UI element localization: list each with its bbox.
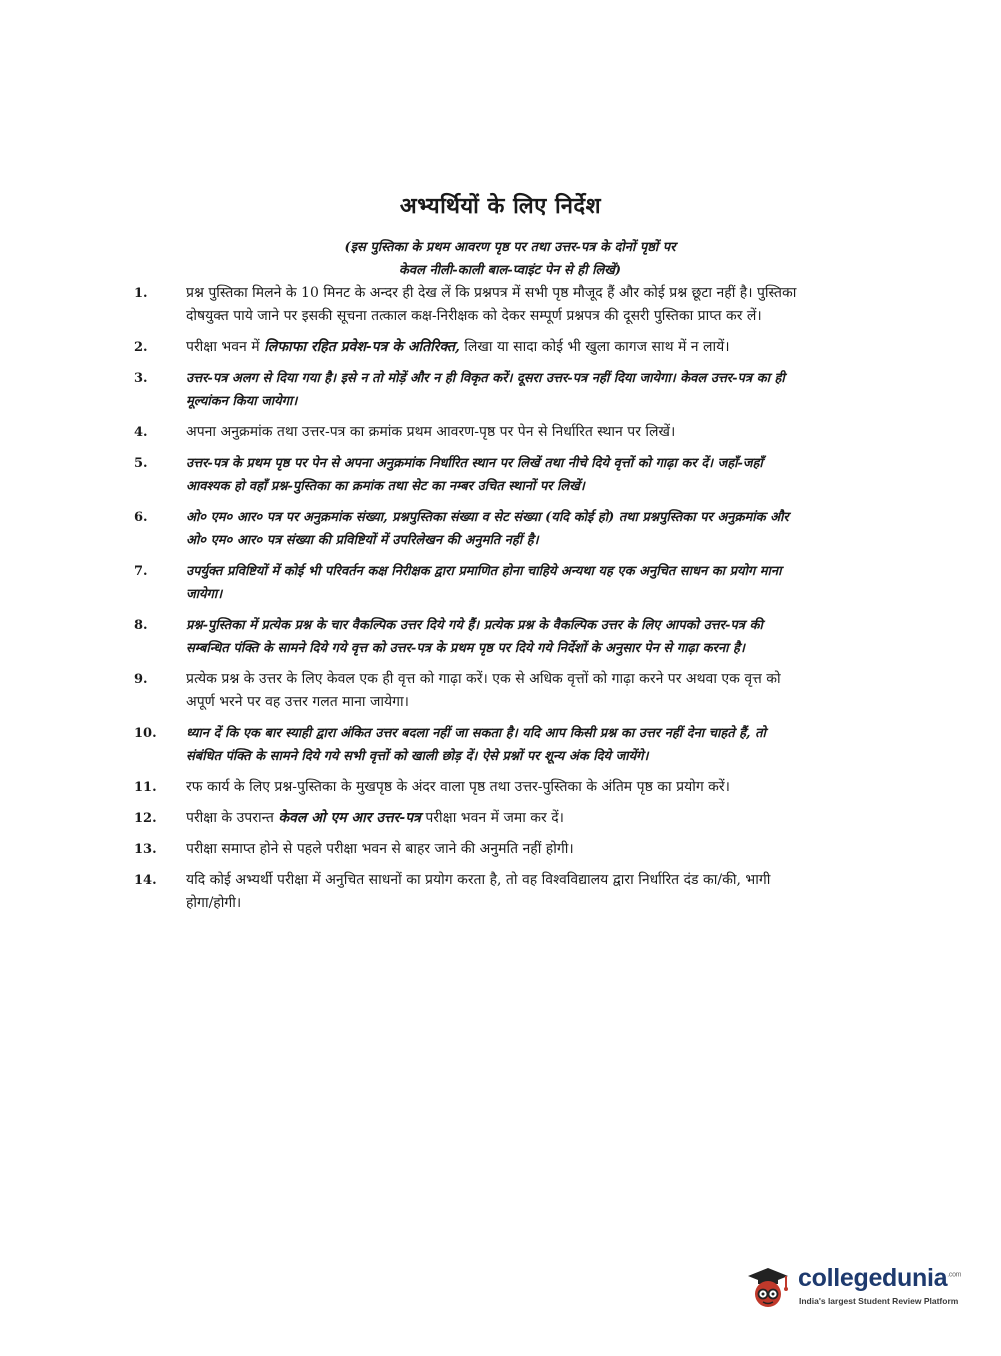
item-number: 9. [134,672,148,687]
item-text-part: परीक्षा के उपरान्त [186,810,279,826]
item-number: 8. [134,618,148,633]
item-text: उपर्युक्त प्रविष्टियों में कोई भी परिवर्तन कक्ष निरीक्षक द्वारा प्रमाणित होना चाहिये अन्यथा यह एक अनुचित साधन का प्रयोग माना जायेगा। [186,564,782,602]
item-number: 12. [134,811,157,826]
item-text: प्रत्येक प्रश्न के उत्तर के लिए केवल एक ही वृत्त को गाढ़ा करें। एक से अधिक वृत्तों को गाढ़ा करने पर अथवा एक वृत्त को अपूर्ण भरने पर वह उत्तर गलत माना जायेगा। [186,671,781,710]
brand-suffix: .com [947,1271,962,1279]
instruction-item [120,560,800,606]
instruction-item [120,282,800,328]
item-text: ध्यान दें कि एक बार स्याही द्वारा अंकित उत्तर बदला नहीं जा सकता है। यदि आप किसी प्रश्न का उत्तर नहीं देना चाहते हैं, तो संबंधित पंक्ति के सामने दिये गये सभी वृत्तों को खाली छोड़ दें। ऐसे प्रश्नों पर शून्य अंक दिये जायेंगे। [186,726,766,764]
item-text: यदि कोई अभ्यर्थी परीक्षा में अनुचित साधनों का प्रयोग करता है, तो वह विश्वविद्यालय द्वारा निर्धारित दंड का/की, भागी होगा/होगी। [186,872,771,911]
item-text-part: परीक्षा भवन में [186,339,265,355]
item-number: 7. [134,564,148,579]
brand-text: collegedunia [798,1264,948,1292]
item-number: 2. [134,340,148,355]
subtitle-line-1: (इस पुस्तिका के प्रथम आवरण पृष्ठ पर तथा उत्तर-पत्र के दोनों पृष्ठों पर [344,240,676,255]
subtitle-line-2: केवल नीली-काली बाल-प्वाइंट पेन से ही लिखें) [398,263,622,278]
item-text: अपना अनुक्रमांक तथा उत्तर-पत्र का क्रमांक प्रथम आवरण-पृष्ठ पर पेन से निर्धारित स्थान पर लिखें। [186,424,676,440]
item-number: 5. [134,456,148,471]
instruction-item [120,869,800,915]
brand-tagline: India's largest Student Review Platform [799,1296,959,1306]
instruction-item [120,776,800,799]
item-text: रफ कार्य के लिए प्रश्न-पुस्तिका के मुखपृष्ठ के अंदर वाला पृष्ठ तथा उत्तर-पुस्तिका के अंतिम पृष्ठ का प्रयोग करें। [186,779,730,795]
mascot-logo-icon [742,1264,792,1312]
item-number: 14. [134,873,157,888]
item-text: प्रश्न-पुस्तिका में प्रत्येक प्रश्न के चार वैकल्पिक उत्तर दिये गये हैं। प्रत्येक प्रश्न के वैकल्पिक उत्तर के लिए आपको उत्तर-पत्र की सम्बन्धित पंक्ति के सामने दिये गये वृत्त को उत्तर-पत्र के प्रथम पृष्ठ पर दिये गये निर्देशों के अनुसार पेन से गाढ़ा करना है। [186,618,763,656]
instruction-item [120,421,800,444]
item-text [186,336,800,359]
instruction-item [120,367,800,413]
item-text: उत्तर-पत्र के प्रथम पृष्ठ पर पेन से अपना अनुक्रमांक निर्धारित स्थान पर लिखें तथा नीचे दिये वृत्तों को गाढ़ा कर दें। जहाँ-जहाँ आवश्यक हो वहाँ प्रश्न-पुस्तिका का क्रमांक तथा सेट का नम्बर उचित स्थानों पर लिखें। [186,456,763,494]
instruction-list [120,282,800,923]
item-number: 10. [134,726,157,741]
instruction-item [120,838,800,861]
item-text-emphasis: केवल ओ एम आर उत्तर-पत्र [278,810,421,826]
item-text: ओ० एम० आर० पत्र पर अनुक्रमांक संख्या, प्रश्नपुस्तिका संख्या व सेट संख्या (यदि कोई हो) तथा प्रश्नपुस्तिका पर अनुक्रमांक और ओ० एम० आर० पत्र संख्या की प्रविष्टियों में उपरिलेखन की अनुमति नहीं है। [186,510,789,548]
instruction-item [120,614,800,660]
item-number: 4. [134,425,148,440]
item-number: 6. [134,510,148,525]
item-text-part: परीक्षा भवन में जमा कर दें। [420,810,564,826]
item-text: परीक्षा समाप्त होने से पहले परीक्षा भवन से बाहर जाने की अनुमति नहीं होगी। [186,841,574,857]
page-title: अभ्यर्थियों के लिए निर्देश [399,193,602,219]
collegedunia-watermark [742,1262,972,1314]
instruction-item [120,336,800,359]
item-text [186,807,800,830]
brand-name [798,1264,961,1293]
instruction-item [120,807,800,830]
item-text: प्रश्न पुस्तिका मिलने के 10 मिनट के अन्दर ही देख लें कि प्रश्नपत्र में सभी पृष्ठ मौजूद हैं और कोई प्रश्न छूटा नहीं है। पुस्तिका दोषयुक्त पाये जाने पर इसकी सूचना तत्काल कक्ष-निरीक्षक को देकर सम्पूर्ण प्रश्नपत्र की दूसरी पुस्तिका प्राप्त कर लें। [186,285,797,324]
instruction-item [120,668,800,714]
instruction-item [120,722,800,768]
item-text-emphasis: लिफाफा रहित प्रवेश-पत्र के अतिरिक्त, [264,339,460,355]
instruction-item [120,506,800,552]
instruction-item [120,452,800,498]
item-text: उत्तर-पत्र अलग से दिया गया है। इसे न तो मोड़ें और न ही विकृत करें। दूसरा उत्तर-पत्र नहीं दिया जायेगा। केवल उत्तर-पत्र का ही मूल्यांकन किया जायेगा। [186,371,785,409]
item-number: 11. [134,780,157,795]
item-number: 13. [134,842,157,857]
page-subtitle [200,236,820,282]
item-number: 1. [134,286,148,301]
item-number: 3. [134,371,148,386]
item-text-part: लिखा या सादा कोई भी खुला कागज साथ में न लायें। [459,339,730,355]
